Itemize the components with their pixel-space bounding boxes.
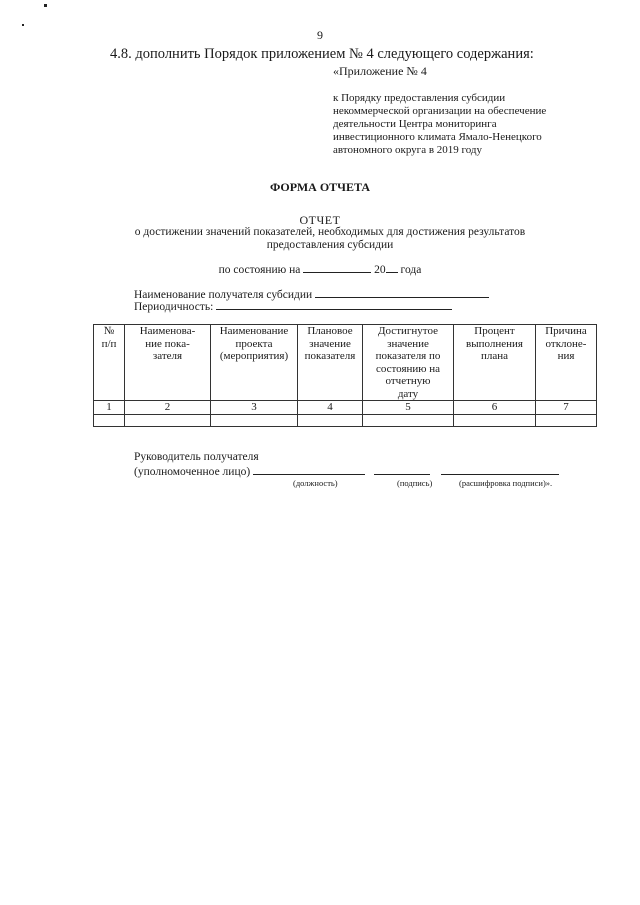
signature-label: (уполномоченное лицо)	[134, 466, 251, 478]
table-cell[interactable]	[298, 414, 363, 426]
table-number-row	[94, 401, 597, 415]
table-cell[interactable]	[125, 414, 211, 426]
appendix-reference	[333, 92, 623, 157]
year-blank[interactable]	[386, 262, 398, 273]
report-subtitle-line: предоставления субсидии	[266, 239, 394, 251]
header-cell: Достигнутое значение показателя по состоянию на отчетную дату	[363, 325, 454, 401]
table-header-row	[94, 325, 597, 401]
report-subtitle-line: о достижении значений показателей, необходимых для достижения результатов	[134, 226, 526, 238]
header-cell: Процент выполнения плана	[454, 325, 536, 401]
header-cell: Плановое значение показателя	[298, 325, 363, 401]
header-cell: Наименование проекта (мероприятия)	[211, 325, 298, 401]
form-title: ФОРМА ОТЧЕТА	[269, 180, 371, 194]
state-year-prefix: 20	[374, 264, 386, 276]
table-cell[interactable]	[536, 414, 597, 426]
table-row	[94, 414, 597, 426]
appendix-line: некоммерческой организации на обеспечение	[333, 105, 547, 117]
report-date-line	[0, 262, 640, 276]
scan-speck	[44, 4, 47, 7]
caption-signature: (подпись)	[397, 478, 433, 488]
date-blank[interactable]	[303, 262, 371, 273]
periodicity-field	[134, 299, 452, 313]
signature-line	[134, 464, 559, 478]
signature-title: Руководитель получателя	[134, 451, 259, 463]
header-cell: Наименова- ние пока- зателя	[125, 325, 211, 401]
column-number: 7	[536, 401, 597, 415]
column-number: 3	[211, 401, 298, 415]
appendix-line: автономного округа в 2019 году	[333, 144, 483, 156]
column-number: 1	[94, 401, 125, 415]
scan-speck	[22, 24, 24, 26]
amendment-heading: 4.8. дополнить Порядок приложением № 4 следующего содержания:	[110, 46, 534, 62]
column-number: 6	[454, 401, 536, 415]
appendix-line: инвестиционного климата Ямало-Ненецкого	[333, 131, 542, 143]
report-title: ОТЧЕТ	[299, 213, 341, 227]
recipient-blank[interactable]	[315, 287, 489, 298]
periodicity-blank[interactable]	[216, 299, 452, 310]
periodicity-label: Периодичность:	[134, 301, 214, 313]
table-cell[interactable]	[211, 414, 298, 426]
column-number: 2	[125, 401, 211, 415]
header-cell: № п/п	[94, 325, 125, 401]
appendix-line: деятельности Центра мониторинга	[333, 118, 497, 130]
caption-decoding: (расшифровка подписи)».	[459, 478, 553, 488]
report-subtitle	[120, 226, 540, 252]
caption-position: (должность)	[293, 478, 338, 488]
signature-blank[interactable]	[374, 464, 430, 475]
page-number: 9	[317, 28, 323, 42]
position-blank[interactable]	[253, 464, 365, 475]
state-prefix: по состоянию на	[218, 264, 301, 276]
state-suffix: года	[400, 264, 422, 276]
table-cell[interactable]	[454, 414, 536, 426]
table-cell[interactable]	[363, 414, 454, 426]
recipient-label: Наименование получателя субсидии	[134, 289, 313, 301]
appendix-label: «Приложение № 4	[333, 64, 427, 78]
decoding-blank[interactable]	[441, 464, 559, 475]
report-table	[93, 324, 597, 427]
column-number: 5	[363, 401, 454, 415]
column-number: 4	[298, 401, 363, 415]
header-cell: Причина отклоне- ния	[536, 325, 597, 401]
appendix-line: к Порядку предоставления субсидии	[333, 92, 506, 104]
table-cell[interactable]	[94, 414, 125, 426]
